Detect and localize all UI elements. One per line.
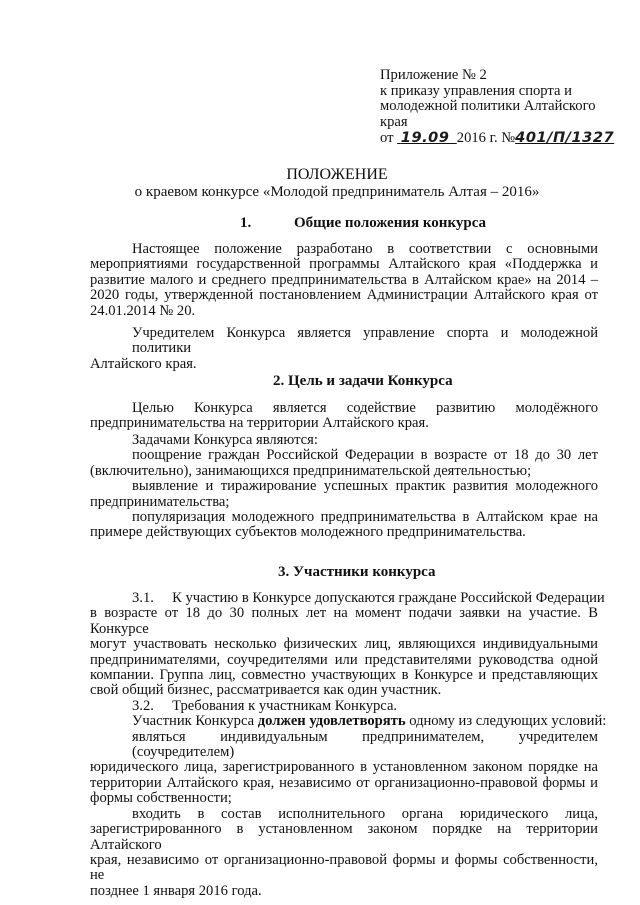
appendix-line-3: молодежной политики Алтайского <box>380 98 596 115</box>
section-2-heading: 2. Цель и задачи Конкурса <box>273 373 453 389</box>
section-3-heading: 3. Участники конкурса <box>278 564 436 580</box>
text-line: позднее 1 января 2016 года. <box>90 882 262 899</box>
text-line: 3.1. К участию в Конкурсе допускаются граждане Российской Федерации <box>132 590 605 606</box>
year-label: 2016 г. № <box>456 130 516 147</box>
date-prefix: от <box>380 130 398 147</box>
text-line: в возрасте от 18 до 30 полных лет на момент подачи заявки на участие. В Конкурсе <box>90 605 598 637</box>
text-line: 2020 годы, утвержденной постановлением Администрации Алтайского края от <box>90 287 598 304</box>
section-3-paragraph-1 <box>90 590 607 899</box>
handwritten-date: 19.09 <box>400 129 450 147</box>
text-line: зарегистрированного в установленном законом порядке на территории Алтайского <box>90 821 598 853</box>
section-2-goal <box>90 401 598 432</box>
date-field <box>397 130 457 146</box>
text-line: компании. Группа лиц, совместно участвующих в Конкурсе и представляющих <box>90 667 598 684</box>
appendix-block <box>380 68 614 147</box>
text-line: являться индивидуальным предпринимателем, учредителем (соучредителем) <box>132 728 598 761</box>
text-line: 24.01.2014 № 20. <box>90 302 196 319</box>
text-line: развитие малого и среднего предпринимательства в Алтайском крае» на 2014 – <box>90 271 598 288</box>
text-line: входить в состав исполнительного органа юридического лица, <box>132 805 598 822</box>
text-line: края, независимо от организационно-правовой формы и формы собственности, не <box>90 851 598 884</box>
document-title: ПОЛОЖЕНИЕ <box>286 166 388 183</box>
section-1-paragraph-1 <box>90 242 598 319</box>
req-intro-after: одному из следующих условий: <box>405 713 607 730</box>
document-subtitle: о краевом конкурсе «Молодой предприниматель Алтая – 2016» <box>134 184 540 200</box>
appendix-line-2: к приказу управления спорта и <box>380 82 572 99</box>
req-intro-before: Участник Конкурса <box>132 713 258 730</box>
text-line: мероприятиями государственной программы Алтайского края «Поддержка и <box>90 256 598 273</box>
text-line: 3.2. Требования к участникам Конкурса. <box>132 697 398 714</box>
number-field <box>515 130 614 146</box>
text-line: предпринимательства на территории Алтайского края. <box>90 415 429 432</box>
text-line: территории Алтайского края, независимо от организационно-правовой формы и <box>90 774 598 791</box>
text-line: поощрение граждан Российской Федерации в возрасте от 18 до 30 лет <box>132 447 598 464</box>
text-line: Целью Конкурса является содействие развитию молодёжного <box>132 400 598 416</box>
appendix-line-1: Приложение № 2 <box>380 67 487 83</box>
section-2-tasks <box>90 433 598 541</box>
text-line: Настоящее положение разработано в соответствии с основными <box>132 241 598 257</box>
text-line: могут участвовать несколько физических лиц, являющихся индивидуальными <box>90 636 598 653</box>
text-line: предпринимательства; <box>90 493 230 510</box>
appendix-date-line <box>380 130 614 147</box>
text-line: выявление и тиражирование успешных практик развития молодежного <box>132 478 598 495</box>
section-1-number: 1. <box>240 215 252 231</box>
handwritten-number: 401/П/1327 <box>515 129 615 147</box>
req-intro-bold: должен удовлетворять <box>257 713 406 730</box>
requirements-intro <box>90 713 607 730</box>
text-line: предпринимателями, соучредителями или представителями руководства одной <box>90 651 598 668</box>
section-1-paragraph-2 <box>90 326 598 372</box>
text-line: Алтайского края. <box>90 355 197 372</box>
text-line: Задачами Конкурса являются: <box>132 432 318 448</box>
text-line: примере действующих субъектов молодежного предпринимательства. <box>90 524 526 541</box>
text-line: юридического лица, зарегистрированного в установленном законом порядке на <box>90 759 598 776</box>
section-1-heading: Общие положения конкурса <box>294 215 487 231</box>
text-line: Учредителем Конкурса является управление спорта и молодежной политики <box>132 325 598 357</box>
text-line: свой общий бизнес, рассматривается как один участник. <box>90 682 442 699</box>
text-line: формы собственности; <box>90 790 232 807</box>
text-line: (включительно), занимающихся предпринимательской деятельностью; <box>90 462 532 479</box>
appendix-line-4: края <box>380 113 408 130</box>
text-line: популяризация молодежного предпринимательства в Алтайском крае на <box>132 509 598 526</box>
